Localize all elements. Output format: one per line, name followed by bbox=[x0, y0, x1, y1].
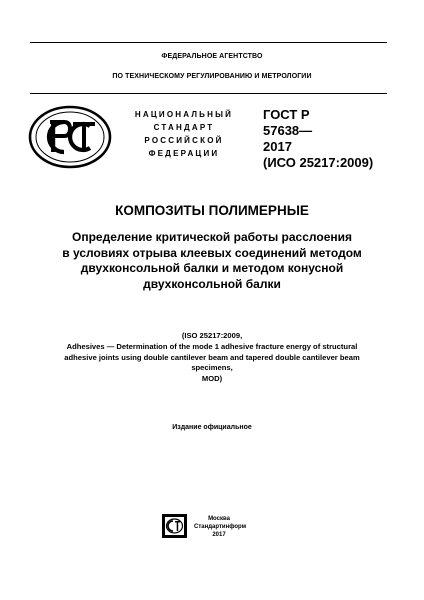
standard-label-line-3: РОССИЙСКОЙ bbox=[144, 136, 224, 145]
gost-line-3: 2017 bbox=[263, 139, 292, 154]
iso-line-1: (ISO 25217:2009, bbox=[181, 331, 243, 340]
agency-name-line-1: ФЕДЕРАЛЬНОЕ АГЕНТСТВО bbox=[161, 53, 263, 60]
rst-logo-icon bbox=[28, 104, 112, 170]
iso-reference bbox=[40, 331, 384, 385]
gost-line-2: 57638— bbox=[263, 123, 313, 138]
subtitle-line-3: двухконсольной балки и методом конусной bbox=[80, 261, 344, 275]
iso-line-2: Adhesives — Determination of the mode 1 adhesive fracture energy of structural bbox=[66, 341, 358, 351]
header-rule bbox=[30, 93, 387, 94]
publisher-year: 2017 bbox=[212, 532, 226, 538]
iso-line-3: adhesive joints using double cantilever beam and tapered double cantilever beam bbox=[64, 352, 360, 362]
subtitle-line-2: в условиях отрыва клеевых соединений методом bbox=[62, 245, 362, 260]
edition-note: Издание официальное bbox=[172, 424, 252, 431]
document-title: КОМПОЗИТЫ ПОЛИМЕРНЫЕ bbox=[115, 203, 309, 218]
gost-line-1: ГОСТ Р bbox=[263, 107, 310, 122]
subtitle-line-1: Определение критической работы расслоения bbox=[71, 230, 352, 244]
iso-line-5: MOD) bbox=[201, 374, 223, 384]
gost-designation bbox=[263, 107, 373, 171]
standartinform-logo-icon bbox=[161, 513, 188, 539]
publisher-name: Стандартинформ bbox=[194, 524, 247, 530]
subtitle-line-4: двухконсольной балки bbox=[143, 276, 281, 291]
gost-line-4: (ИСО 25217:2009) bbox=[263, 155, 374, 170]
standard-label-line-4: ФЕДЕРАЦИИ bbox=[148, 149, 220, 158]
national-standard-label bbox=[124, 108, 244, 160]
document-subtitle bbox=[50, 230, 374, 292]
publisher-info bbox=[194, 515, 247, 539]
standard-label-line-2: СТАНДАРТ bbox=[153, 123, 215, 132]
top-rule bbox=[30, 42, 387, 43]
publisher-city: Москва bbox=[208, 516, 230, 522]
standard-label-line-1: НАЦИОНАЛЬНЫЙ bbox=[134, 110, 234, 119]
iso-line-4: specimens, bbox=[191, 363, 233, 373]
agency-name-line-2: ПО ТЕХНИЧЕСКОМУ РЕГУЛИРОВАНИЮ И МЕТРОЛОГИИ bbox=[112, 73, 312, 80]
